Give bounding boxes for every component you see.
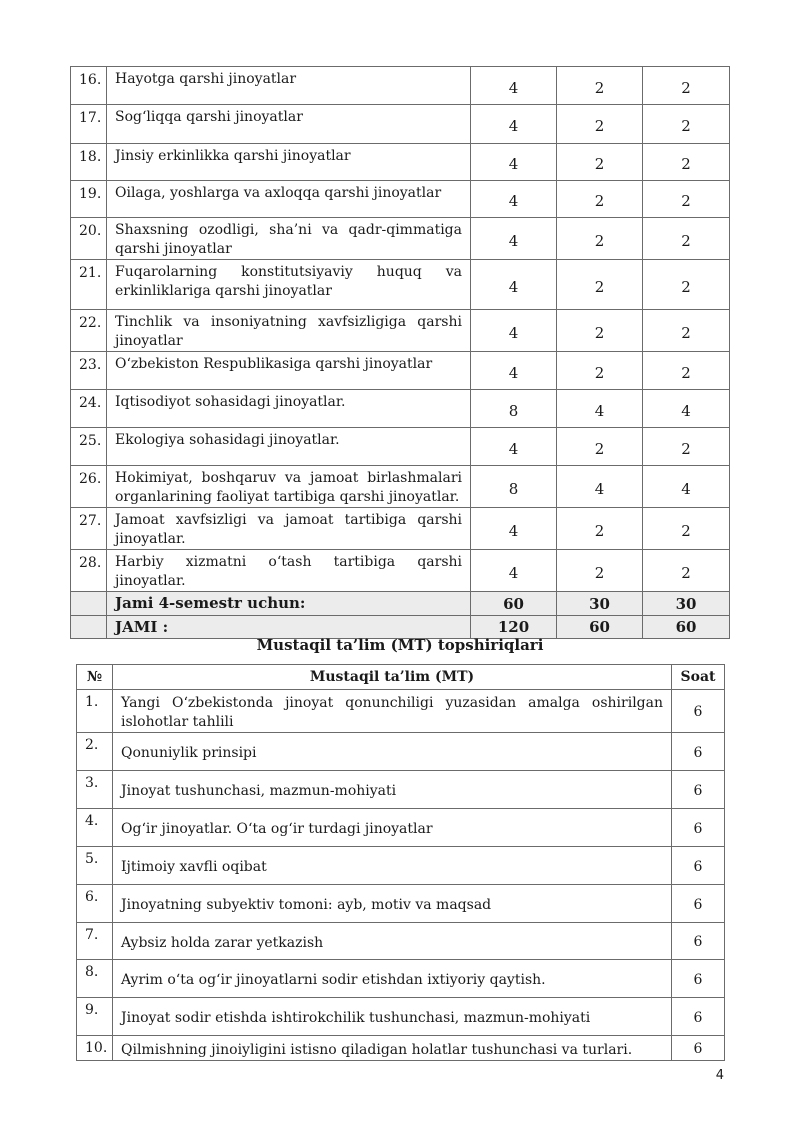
hours: 6 <box>672 771 725 809</box>
topic-title: Jamoat xavfsizligi va jamoat tartibiga qarshi jinoyatlar. <box>107 508 471 550</box>
row-number: 22. <box>71 310 107 352</box>
hours-seminar: 4 <box>643 390 730 428</box>
hours-seminar: 2 <box>643 105 730 144</box>
row-number: 5. <box>77 847 113 885</box>
hours-seminar: 2 <box>643 144 730 181</box>
topic-title: Jinoyatning subyektiv tomoni: ayb, motiv va maqsad <box>113 885 672 923</box>
independent-study-table <box>76 664 725 1061</box>
topic-title: Qonuniylik prinsipi <box>113 733 672 771</box>
topic-title: Yangi O‘zbekistonda jinoyat qonunchiligi yuzasidan amalga oshirilgan islohotlar tahlili <box>113 690 672 733</box>
hours: 6 <box>672 998 725 1036</box>
table-row <box>77 998 725 1036</box>
table-row <box>71 466 730 508</box>
table-row <box>71 218 730 260</box>
hours-total: 4 <box>471 181 557 218</box>
hours-lecture: 2 <box>557 310 643 352</box>
topic-title: Sog‘liqqa qarshi jinoyatlar <box>107 105 471 144</box>
topics-hours-table <box>70 66 730 639</box>
empty-cell <box>71 592 107 616</box>
topic-title: Aybsiz holda zarar yetkazish <box>113 923 672 960</box>
table-row <box>71 352 730 390</box>
row-number: 21. <box>71 260 107 310</box>
hours-lecture: 2 <box>557 144 643 181</box>
topic-title: Ayrim o‘ta og‘ir jinoyatlarni sodir etishdan ixtiyoriy qaytish. <box>113 960 672 998</box>
hours-total: 8 <box>471 390 557 428</box>
page-number: 4 <box>715 1068 724 1083</box>
table-row <box>71 144 730 181</box>
row-number: 17. <box>71 105 107 144</box>
row-number: 3. <box>77 771 113 809</box>
row-number: 25. <box>71 428 107 466</box>
hours-seminar: 2 <box>643 428 730 466</box>
row-number: 2. <box>77 733 113 771</box>
topic-title: Tinchlik va insoniyatning xavfsizligiga qarshi jinoyatlar <box>107 310 471 352</box>
table-row <box>71 260 730 310</box>
hours-lecture: 2 <box>557 550 643 592</box>
grand-total-lecture: 60 <box>557 616 643 639</box>
row-number: 9. <box>77 998 113 1036</box>
topic-title: Hayotga qarshi jinoyatlar <box>107 67 471 105</box>
table-row <box>71 105 730 144</box>
table-row <box>71 390 730 428</box>
semester-total-label: Jami 4-semestr uchun: <box>107 592 471 616</box>
topic-title: Qilmishning jinoiyligini istisno qiladigan holatlar tushunchasi va turlari. <box>113 1036 672 1061</box>
table-row <box>77 733 725 771</box>
table-row <box>71 67 730 105</box>
row-number: 20. <box>71 218 107 260</box>
topic-title: Jinsiy erkinlikka qarshi jinoyatlar <box>107 144 471 181</box>
hours-total: 8 <box>471 466 557 508</box>
hours-seminar: 2 <box>643 260 730 310</box>
hours: 6 <box>672 733 725 771</box>
section-title: Mustaqil ta’lim (MT) topshiriqlari <box>256 636 544 654</box>
topic-title: Jinoyat sodir etishda ishtirokchilik tushunchasi, mazmun-mohiyati <box>113 998 672 1036</box>
table-row <box>77 809 725 847</box>
row-number: 7. <box>77 923 113 960</box>
hours: 6 <box>672 809 725 847</box>
hours-seminar: 2 <box>643 550 730 592</box>
hours-total: 4 <box>471 67 557 105</box>
semester-total-row <box>71 592 730 616</box>
row-number: 4. <box>77 809 113 847</box>
hours-total: 4 <box>471 428 557 466</box>
hours: 6 <box>672 1036 725 1061</box>
hours: 6 <box>672 923 725 960</box>
hours-lecture: 2 <box>557 428 643 466</box>
table-row <box>71 550 730 592</box>
table-row <box>77 960 725 998</box>
table-row <box>77 847 725 885</box>
row-number: 19. <box>71 181 107 218</box>
hours: 6 <box>672 885 725 923</box>
hours-lecture: 2 <box>557 260 643 310</box>
topic-title: Shaxsning ozodligi, sha’ni va qadr-qimmatiga qarshi jinoyatlar <box>107 218 471 260</box>
semester-total-lecture: 30 <box>557 592 643 616</box>
hours-lecture: 2 <box>557 181 643 218</box>
grand-total-label: JAMI : <box>107 616 471 639</box>
hours-total: 4 <box>471 550 557 592</box>
row-number: 16. <box>71 67 107 105</box>
semester-total-hours: 60 <box>471 592 557 616</box>
topic-title: Harbiy xizmatni o‘tash tartibiga qarshi jinoyatlar. <box>107 550 471 592</box>
row-number: 26. <box>71 466 107 508</box>
hours-lecture: 2 <box>557 352 643 390</box>
row-number: 10. <box>77 1036 113 1061</box>
hours-seminar: 2 <box>643 181 730 218</box>
hours-seminar: 4 <box>643 466 730 508</box>
topic-title: Oilaga, yoshlarga va axloqqa qarshi jinoyatlar <box>107 181 471 218</box>
table-row <box>71 310 730 352</box>
header-number: № <box>77 665 113 690</box>
hours: 6 <box>672 847 725 885</box>
hours-total: 4 <box>471 218 557 260</box>
grand-total-seminar: 60 <box>643 616 730 639</box>
hours-total: 4 <box>471 144 557 181</box>
hours-total: 4 <box>471 105 557 144</box>
hours-seminar: 2 <box>643 352 730 390</box>
hours: 6 <box>672 960 725 998</box>
hours-seminar: 2 <box>643 67 730 105</box>
table-row <box>77 1036 725 1061</box>
row-number: 28. <box>71 550 107 592</box>
hours-lecture: 2 <box>557 67 643 105</box>
table-row <box>77 885 725 923</box>
topic-title: Og‘ir jinoyatlar. O‘ta og‘ir turdagi jinoyatlar <box>113 809 672 847</box>
row-number: 23. <box>71 352 107 390</box>
table-row <box>77 771 725 809</box>
header-topic: Mustaqil ta’lim (MT) <box>113 665 672 690</box>
hours-lecture: 4 <box>557 466 643 508</box>
row-number: 8. <box>77 960 113 998</box>
hours-seminar: 2 <box>643 508 730 550</box>
hours-lecture: 2 <box>557 508 643 550</box>
hours-lecture: 4 <box>557 390 643 428</box>
hours-lecture: 2 <box>557 218 643 260</box>
grand-total-hours: 120 <box>471 616 557 639</box>
topic-title: Ekologiya sohasidagi jinoyatlar. <box>107 428 471 466</box>
semester-total-seminar: 30 <box>643 592 730 616</box>
topic-title: Hokimiyat, boshqaruv va jamoat birlashmalari organlarining faoliyat tartibiga qarshi jinoyatlar. <box>107 466 471 508</box>
hours-seminar: 2 <box>643 310 730 352</box>
hours-total: 4 <box>471 352 557 390</box>
header-hours: Soat <box>672 665 725 690</box>
row-number: 27. <box>71 508 107 550</box>
table-row <box>77 690 725 733</box>
hours-lecture: 2 <box>557 105 643 144</box>
hours-total: 4 <box>471 260 557 310</box>
table-row <box>77 923 725 960</box>
hours-seminar: 2 <box>643 218 730 260</box>
topic-title: O‘zbekiston Respublikasiga qarshi jinoyatlar <box>107 352 471 390</box>
topic-title: Fuqarolarning konstitutsiyaviy huquq va erkinliklariga qarshi jinoyatlar <box>107 260 471 310</box>
row-number: 24. <box>71 390 107 428</box>
table-row <box>71 181 730 218</box>
row-number: 6. <box>77 885 113 923</box>
table-row <box>71 428 730 466</box>
row-number: 18. <box>71 144 107 181</box>
hours-total: 4 <box>471 508 557 550</box>
table-row <box>71 508 730 550</box>
topic-title: Ijtimoiy xavfli oqibat <box>113 847 672 885</box>
row-number: 1. <box>77 690 113 733</box>
hours: 6 <box>672 690 725 733</box>
topic-title: Jinoyat tushunchasi, mazmun-mohiyati <box>113 771 672 809</box>
hours-total: 4 <box>471 310 557 352</box>
table-header-row <box>77 665 725 690</box>
topic-title: Iqtisodiyot sohasidagi jinoyatlar. <box>107 390 471 428</box>
